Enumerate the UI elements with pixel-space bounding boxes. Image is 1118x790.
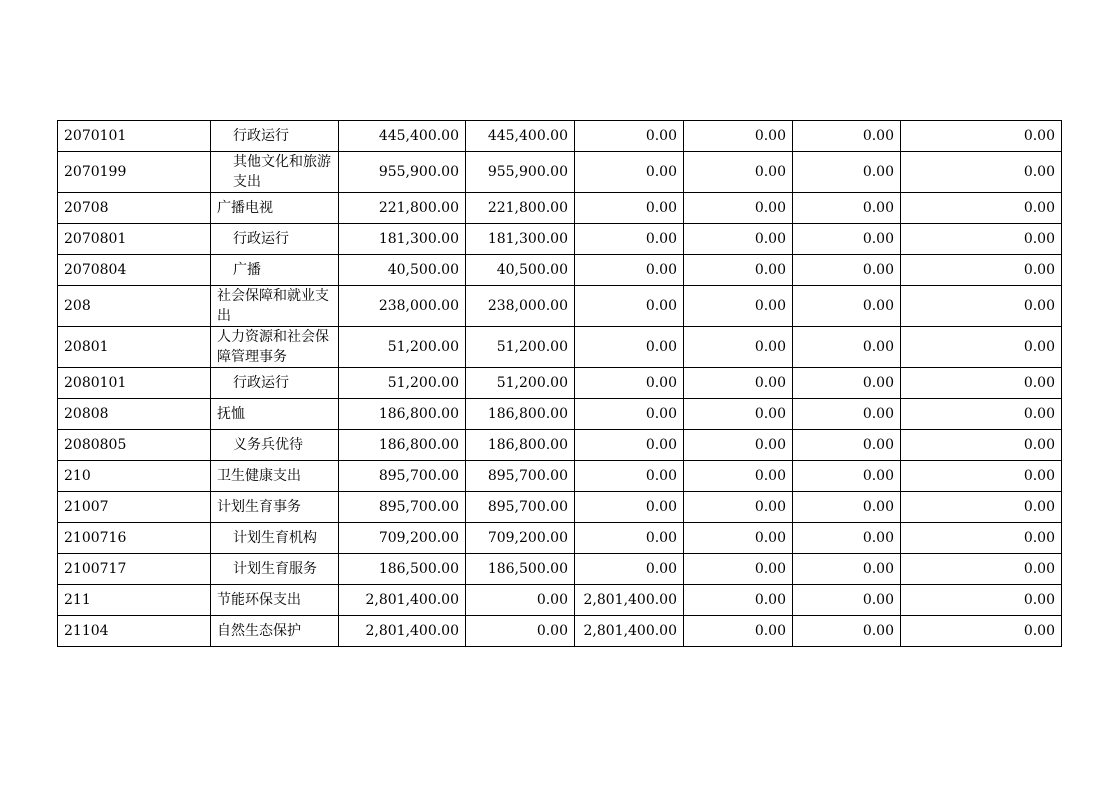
amount-cell: 709,200.00 [339, 523, 466, 554]
amount-cell: 0.00 [793, 368, 901, 399]
amount-cell: 0.00 [684, 224, 793, 255]
amount-cell: 0.00 [901, 255, 1062, 286]
subject-name-cell: 卫生健康支出 [211, 461, 339, 492]
amount-cell: 0.00 [684, 585, 793, 616]
amount-cell: 0.00 [684, 152, 793, 193]
amount-cell: 181,300.00 [466, 224, 575, 255]
table-row [58, 286, 1062, 327]
amount-cell: 40,500.00 [466, 255, 575, 286]
amount-cell: 0.00 [793, 492, 901, 523]
table-row [58, 327, 1062, 368]
amount-cell: 0.00 [684, 193, 793, 224]
amount-cell: 0.00 [901, 121, 1062, 152]
amount-cell: 0.00 [901, 461, 1062, 492]
table-row [58, 255, 1062, 286]
amount-cell: 0.00 [684, 461, 793, 492]
amount-cell: 0.00 [793, 193, 901, 224]
amount-cell: 0.00 [901, 616, 1062, 647]
amount-cell: 0.00 [901, 554, 1062, 585]
subject-code-cell: 2100716 [58, 523, 211, 554]
amount-cell: 0.00 [901, 193, 1062, 224]
subject-name-cell: 计划生育服务 [211, 554, 339, 585]
amount-cell: 0.00 [793, 616, 901, 647]
amount-cell: 238,000.00 [339, 286, 466, 327]
amount-cell: 0.00 [575, 152, 684, 193]
subject-name-cell: 广播电视 [211, 193, 339, 224]
amount-cell: 445,400.00 [466, 121, 575, 152]
amount-cell: 2,801,400.00 [339, 585, 466, 616]
amount-cell: 0.00 [684, 399, 793, 430]
subject-name-cell: 其他文化和旅游支出 [211, 152, 339, 193]
subject-name-cell: 广播 [211, 255, 339, 286]
table-body [58, 121, 1062, 647]
subject-name-cell: 节能环保支出 [211, 585, 339, 616]
amount-cell: 0.00 [575, 554, 684, 585]
subject-code-cell: 2070199 [58, 152, 211, 193]
amount-cell: 0.00 [684, 523, 793, 554]
table-row [58, 554, 1062, 585]
amount-cell: 0.00 [793, 399, 901, 430]
subject-name-cell: 自然生态保护 [211, 616, 339, 647]
amount-cell: 186,800.00 [466, 399, 575, 430]
subject-code-cell: 21007 [58, 492, 211, 523]
amount-cell: 0.00 [466, 616, 575, 647]
subject-code-cell: 20708 [58, 193, 211, 224]
amount-cell: 0.00 [684, 121, 793, 152]
amount-cell: 0.00 [575, 193, 684, 224]
amount-cell: 0.00 [793, 121, 901, 152]
amount-cell: 0.00 [793, 327, 901, 368]
amount-cell: 0.00 [684, 430, 793, 461]
budget-table [57, 120, 1062, 647]
amount-cell: 0.00 [793, 461, 901, 492]
amount-cell: 0.00 [793, 152, 901, 193]
amount-cell: 709,200.00 [466, 523, 575, 554]
subject-code-cell: 2070101 [58, 121, 211, 152]
amount-cell: 221,800.00 [466, 193, 575, 224]
subject-code-cell: 208 [58, 286, 211, 327]
subject-code-cell: 2080101 [58, 368, 211, 399]
subject-code-cell: 2080805 [58, 430, 211, 461]
table-row [58, 368, 1062, 399]
amount-cell: 895,700.00 [339, 492, 466, 523]
amount-cell: 0.00 [793, 430, 901, 461]
subject-name-cell: 计划生育机构 [211, 523, 339, 554]
amount-cell: 221,800.00 [339, 193, 466, 224]
table-row [58, 461, 1062, 492]
subject-code-cell: 20801 [58, 327, 211, 368]
subject-name-cell: 义务兵优待 [211, 430, 339, 461]
amount-cell: 186,800.00 [339, 399, 466, 430]
amount-cell: 51,200.00 [466, 368, 575, 399]
amount-cell: 0.00 [575, 224, 684, 255]
amount-cell: 955,900.00 [466, 152, 575, 193]
amount-cell: 40,500.00 [339, 255, 466, 286]
amount-cell: 0.00 [575, 368, 684, 399]
table-row [58, 523, 1062, 554]
subject-code-cell: 211 [58, 585, 211, 616]
table-row [58, 193, 1062, 224]
table-row [58, 121, 1062, 152]
amount-cell: 895,700.00 [466, 492, 575, 523]
amount-cell: 0.00 [575, 121, 684, 152]
table-row [58, 616, 1062, 647]
subject-code-cell: 2070804 [58, 255, 211, 286]
subject-name-cell: 行政运行 [211, 368, 339, 399]
amount-cell: 0.00 [901, 492, 1062, 523]
amount-cell: 0.00 [901, 523, 1062, 554]
amount-cell: 0.00 [793, 523, 901, 554]
amount-cell: 0.00 [901, 286, 1062, 327]
amount-cell: 0.00 [793, 585, 901, 616]
amount-cell: 0.00 [575, 461, 684, 492]
subject-name-cell: 社会保障和就业支出 [211, 286, 339, 327]
amount-cell: 181,300.00 [339, 224, 466, 255]
amount-cell: 955,900.00 [339, 152, 466, 193]
amount-cell: 0.00 [793, 554, 901, 585]
amount-cell: 0.00 [901, 430, 1062, 461]
amount-cell: 0.00 [793, 255, 901, 286]
subject-code-cell: 2070801 [58, 224, 211, 255]
amount-cell: 51,200.00 [339, 368, 466, 399]
amount-cell: 0.00 [466, 585, 575, 616]
amount-cell: 0.00 [575, 327, 684, 368]
amount-cell: 895,700.00 [466, 461, 575, 492]
amount-cell: 0.00 [575, 255, 684, 286]
amount-cell: 2,801,400.00 [575, 585, 684, 616]
amount-cell: 895,700.00 [339, 461, 466, 492]
amount-cell: 0.00 [684, 327, 793, 368]
amount-cell: 238,000.00 [466, 286, 575, 327]
amount-cell: 2,801,400.00 [339, 616, 466, 647]
subject-name-cell: 行政运行 [211, 224, 339, 255]
amount-cell: 186,500.00 [339, 554, 466, 585]
amount-cell: 0.00 [901, 368, 1062, 399]
table-row [58, 152, 1062, 193]
subject-name-cell: 抚恤 [211, 399, 339, 430]
amount-cell: 0.00 [575, 399, 684, 430]
amount-cell: 0.00 [901, 327, 1062, 368]
amount-cell: 0.00 [684, 255, 793, 286]
subject-name-cell: 人力资源和社会保障管理事务 [211, 327, 339, 368]
subject-code-cell: 210 [58, 461, 211, 492]
amount-cell: 0.00 [684, 286, 793, 327]
amount-cell: 0.00 [793, 224, 901, 255]
amount-cell: 0.00 [684, 368, 793, 399]
subject-name-cell: 行政运行 [211, 121, 339, 152]
subject-name-cell: 计划生育事务 [211, 492, 339, 523]
amount-cell: 0.00 [575, 492, 684, 523]
amount-cell: 186,500.00 [466, 554, 575, 585]
amount-cell: 0.00 [575, 286, 684, 327]
amount-cell: 0.00 [684, 554, 793, 585]
amount-cell: 0.00 [901, 399, 1062, 430]
amount-cell: 0.00 [684, 492, 793, 523]
amount-cell: 186,800.00 [339, 430, 466, 461]
subject-code-cell: 20808 [58, 399, 211, 430]
table-row [58, 430, 1062, 461]
amount-cell: 445,400.00 [339, 121, 466, 152]
subject-code-cell: 21104 [58, 616, 211, 647]
table-row [58, 224, 1062, 255]
amount-cell: 51,200.00 [466, 327, 575, 368]
subject-code-cell: 2100717 [58, 554, 211, 585]
table-row [58, 585, 1062, 616]
table-row [58, 399, 1062, 430]
table-row [58, 492, 1062, 523]
amount-cell: 0.00 [575, 523, 684, 554]
amount-cell: 0.00 [684, 616, 793, 647]
amount-cell: 0.00 [901, 152, 1062, 193]
amount-cell: 0.00 [901, 585, 1062, 616]
amount-cell: 51,200.00 [339, 327, 466, 368]
amount-cell: 0.00 [575, 430, 684, 461]
amount-cell: 0.00 [901, 224, 1062, 255]
amount-cell: 2,801,400.00 [575, 616, 684, 647]
amount-cell: 186,800.00 [466, 430, 575, 461]
amount-cell: 0.00 [793, 286, 901, 327]
